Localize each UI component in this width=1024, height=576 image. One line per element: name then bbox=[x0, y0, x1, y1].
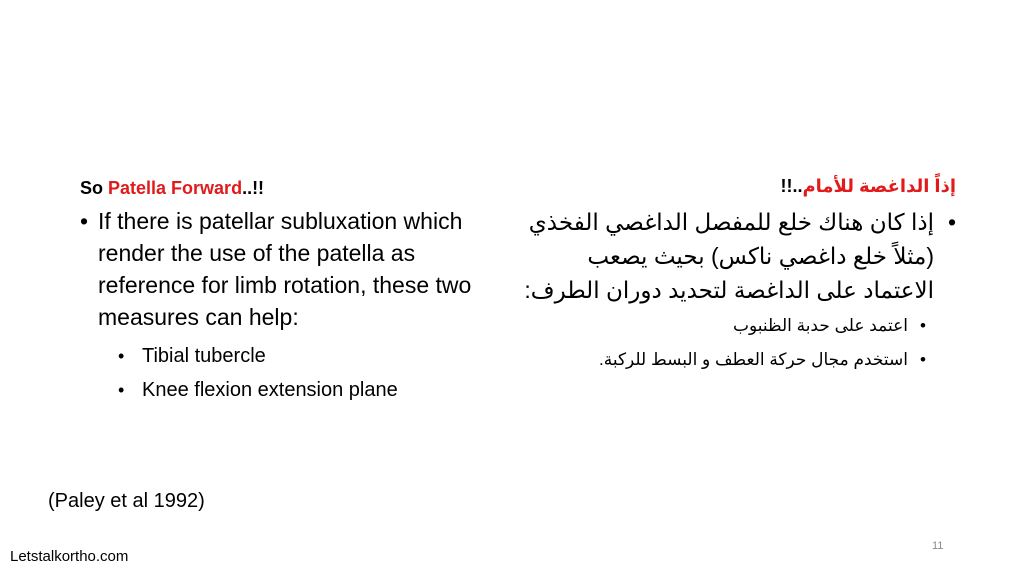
english-main-bullet bbox=[80, 205, 500, 333]
english-heading bbox=[80, 178, 500, 199]
heading-prefix: So bbox=[80, 178, 109, 198]
arabic-heading-highlight: إذاً الداغصة للأمام bbox=[802, 176, 956, 196]
bullet-dot-icon: • bbox=[118, 346, 125, 366]
bullet-dot-icon: • bbox=[920, 316, 926, 335]
page-number: 11 bbox=[932, 540, 944, 552]
arabic-heading bbox=[520, 176, 956, 197]
bullet-dot-icon: • bbox=[80, 208, 89, 234]
citation: (Paley et al 1992) bbox=[48, 490, 205, 512]
sub-item-text: Knee flexion extension plane bbox=[142, 379, 398, 401]
english-sub-list bbox=[80, 339, 500, 407]
bullet-dot-icon: • bbox=[947, 209, 956, 235]
heading-highlight: Patella Forward bbox=[108, 178, 243, 198]
arabic-sub-item bbox=[520, 309, 956, 343]
arabic-sub-item-text: اعتمد على حدبة الظنبوب bbox=[732, 316, 908, 335]
english-column bbox=[80, 178, 500, 407]
footer-site-link[interactable]: Letstalkortho.com bbox=[10, 548, 129, 565]
arabic-sub-list bbox=[520, 309, 956, 377]
arabic-sub-item bbox=[520, 343, 956, 377]
english-sub-item bbox=[80, 373, 500, 407]
english-bullet-text: If there is patellar subluxation which render the use of the patella as reference for limb rotation, these two measures can help: bbox=[98, 208, 472, 330]
arabic-sub-item-text: استخدم مجال حركة العطف و البسط للركبة. bbox=[598, 350, 908, 369]
english-sub-item bbox=[80, 339, 500, 373]
arabic-main-bullet bbox=[520, 205, 956, 307]
arabic-heading-suffix: ..!! bbox=[780, 176, 803, 196]
heading-suffix: ..!! bbox=[242, 178, 265, 198]
bullet-dot-icon: • bbox=[118, 380, 125, 400]
arabic-column bbox=[520, 176, 956, 377]
arabic-bullet-text: إذا كان هناك خلع للمفصل الداغصي الفخذي (مثلاً خلع داغصي ناكس) بحيث يصعب الاعتماد على الداغصة لتحديد دوران الطرف: bbox=[524, 209, 934, 303]
bullet-dot-icon: • bbox=[920, 350, 926, 369]
sub-item-text: Tibial tubercle bbox=[142, 345, 266, 367]
